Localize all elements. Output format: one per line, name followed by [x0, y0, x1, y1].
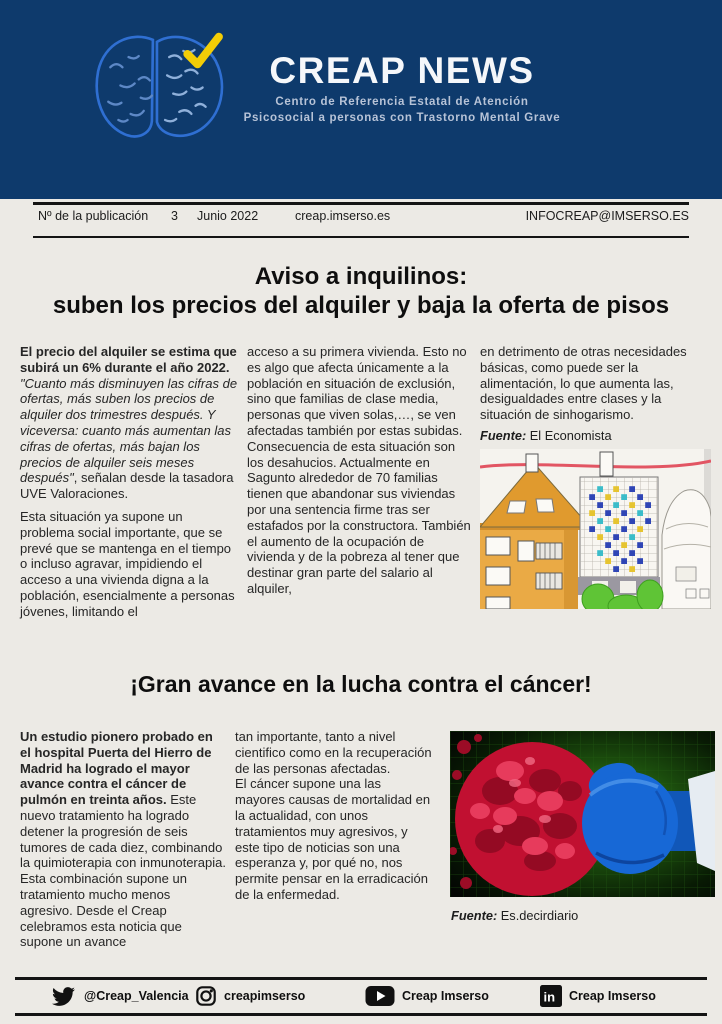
website-link[interactable]: creap.imserso.es	[295, 209, 391, 223]
divider	[33, 202, 689, 205]
issue-date: Junio 2022	[197, 209, 259, 223]
linkedin-label: Creap Imserso	[569, 989, 656, 1003]
svg-text:in: in	[543, 989, 556, 1005]
instagram-icon	[195, 985, 217, 1007]
newsletter-subtitle	[152, 94, 652, 126]
article2-col1-text	[20, 729, 227, 950]
newsletter-header	[0, 0, 722, 199]
article1-col2	[247, 344, 471, 597]
source-label: Fuente:	[480, 427, 527, 443]
article1-headline-line2: suben los precios del alquiler y baja la oferta de pisos	[52, 291, 670, 319]
email-link[interactable]: INFOCREAP@IMSERSO.ES	[525, 209, 689, 223]
issue-number: 3	[171, 209, 178, 223]
article1-col3	[480, 344, 709, 609]
article1-col3-text: en detrimento de otras necesidades básicas, como puede ser la alimentación, lo que aumenta las, desigualdades entre clases y la situación de sinhogarismo.	[480, 344, 687, 423]
source-name: Es.decirdiario	[497, 908, 579, 923]
instagram-item[interactable]	[195, 982, 305, 1010]
divider	[15, 1013, 707, 1016]
article2-body-a: Este nuevo tratamiento ha logrado detener la progresión de seis tumores de cada diez, combinando la quimioterapia con inmunoterapia. Esta combinación supone un tratamiento mucho menos	[20, 792, 226, 902]
linkedin-icon	[540, 985, 562, 1007]
article1-quote: "Cuanto más disminuyen las cifras de ofertas, más suben los precios de alquiler dos trimestres después. Y viceversa: cuanto más aumentan las cifras de ofertas, más bajan los precios de alquiler seis meses después"	[20, 375, 238, 486]
divider	[15, 977, 707, 980]
twitter-label: @Creap_Valencia	[84, 989, 189, 1003]
article2-col2-para1: tan importante, tanto a nivel cientifico como en la recuperación de las personas afectadas.	[235, 729, 432, 776]
linkedin-item[interactable]	[540, 982, 656, 1010]
subtitle-line2: Psicosocial a personas con Trastorno Mental Grave	[243, 112, 561, 124]
twitter-icon	[50, 985, 77, 1008]
newsletter-title: CREAP NEWS	[269, 50, 535, 91]
divider	[33, 236, 689, 238]
brain-logo-icon	[90, 26, 230, 144]
article2-col2	[235, 729, 434, 903]
youtube-icon	[365, 985, 395, 1007]
source-label: Fuente:	[451, 908, 498, 923]
twitter-item[interactable]	[50, 982, 189, 1010]
issue-label: Nº de la publicación	[38, 209, 149, 223]
article2-col1	[20, 729, 227, 950]
source-name: El Economista	[526, 427, 612, 443]
article2-headline: ¡Gran avance en la lucha contra el cáncer!	[130, 671, 592, 697]
youtube-label: Creap Imserso	[402, 989, 489, 1003]
article1-col1-para2: Esta situación ya supone un problema social importante, que se prevé que se mantenga en el tiempo o incluso agravar, impidiendo el acceso a una vivienda digna a la población, esencialmente a personas jóvenes, limitando el	[20, 508, 235, 619]
article1-col1	[20, 344, 239, 620]
article1-headline-line1: Aviso a inquilinos:	[254, 263, 468, 290]
youtube-item[interactable]	[365, 982, 489, 1010]
article1-headline	[0, 263, 722, 320]
article2-source	[451, 908, 578, 923]
cancer-boxing-glove-image	[450, 731, 715, 897]
article2-body-b: agresivo. Desde el Creap celebramos esta noticia que supone un avance	[20, 902, 182, 950]
article1-quote-attrib: , señalan desde la tasadora UVE Valoraciones.	[20, 470, 234, 502]
article1-col2-text: acceso a su primera vivienda. Esto no es algo que afecta únicamente a la población en situación de exclusión, sino que familias de clase media, personas que viven solas,…, se ven afectadas también por estas subidas. Consecuencia de esta situación son los desahucios. Actualmente en Sagunto alrededor de 70 familias tienen que abandonar sus viviendas por una sentencia firme tras ser estafados por la constructora. También el aumento de la ocupación de vivienda y de la pobreza al tener que destinar gran parte del salario al alquiler,	[247, 344, 471, 596]
housing-illustration-image	[480, 449, 711, 609]
article1-source	[480, 428, 709, 444]
article1-lead-bold: El precio del alquiler se estima que subirá un 6% durante el año 2022.	[20, 344, 237, 375]
article2-lead-bold: Un estudio pionero probado en el hospital Puerta del Hierro de Madrid ha logrado el mayor avance contra el cáncer de pulmón en treinta años.	[20, 729, 213, 808]
article2-col2-para2: El cáncer supone una las mayores causas de mortalidad en la actualidad, con unos tratamientos muy agresivos, y este tipo de noticias son una esperanza y, por qué no, nos permite pensar en la erradicación de la enfermedad.	[235, 776, 431, 902]
instagram-label: creapimserso	[224, 989, 306, 1003]
article1-col1-para1	[20, 344, 239, 502]
subtitle-line1: Centro de Referencia Estatal de Atención	[275, 96, 529, 108]
